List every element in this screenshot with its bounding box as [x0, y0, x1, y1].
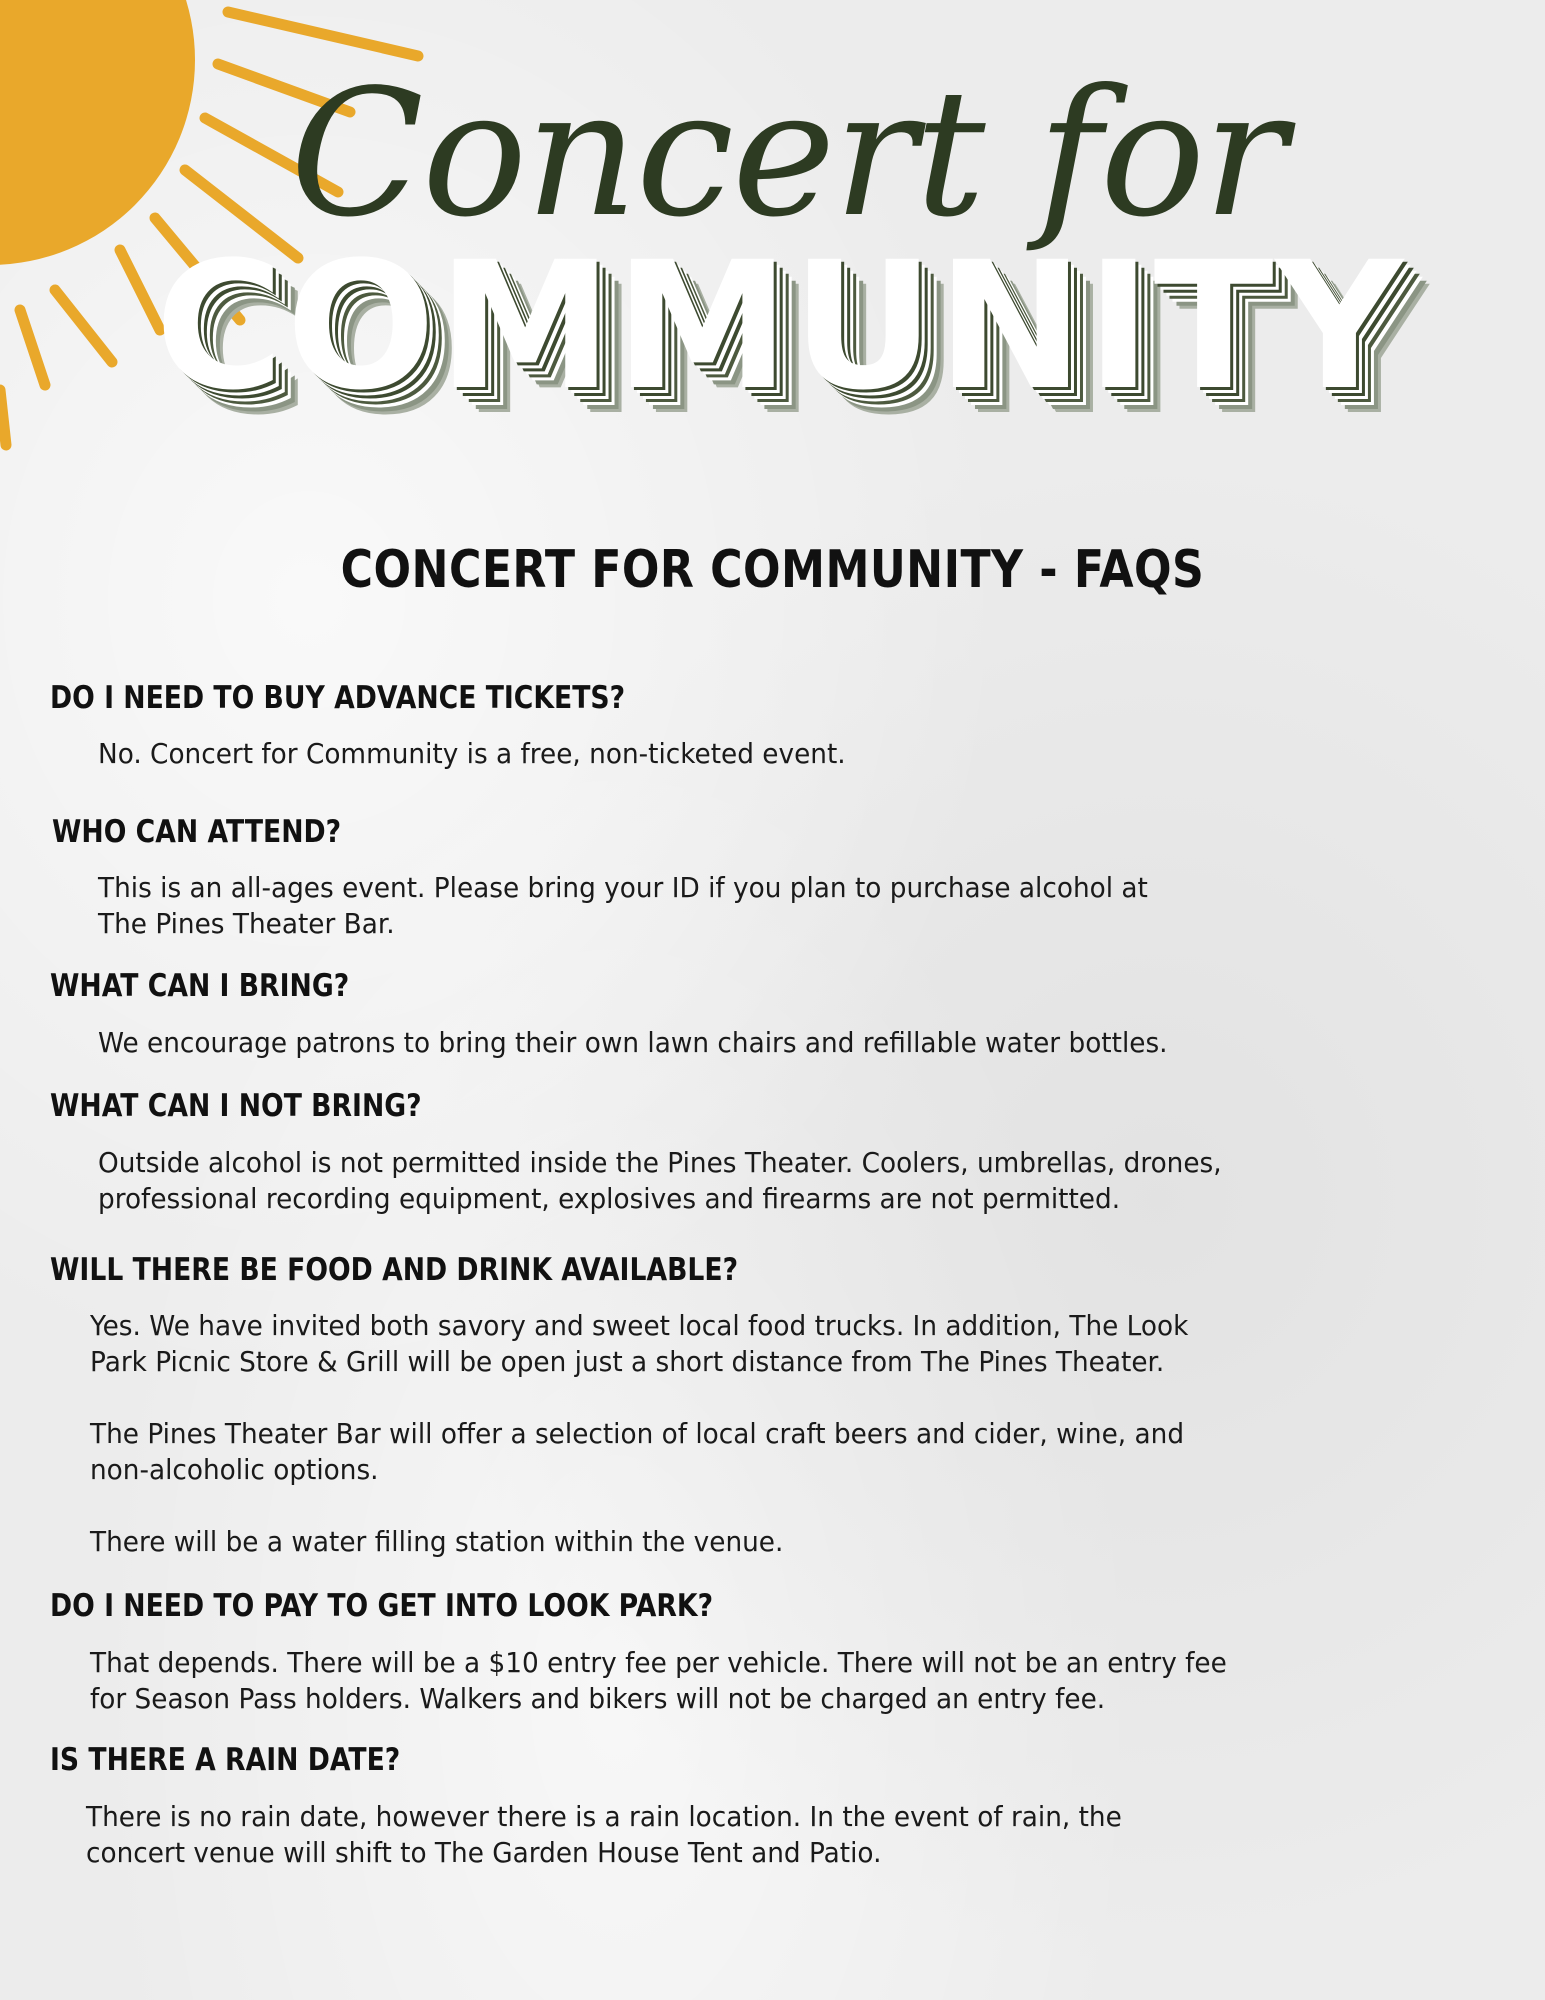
faq-question-look-park: DO I NEED TO PAY TO GET INTO LOOK PARK? [50, 1588, 714, 1624]
faq-answer-food: Yes. We have invited both savory and sweet local food trucks. In addition, The Look Park Picnic Store & Grill will be open just a short distance from The Pines Theater. [90, 1309, 1189, 1378]
faq-answer-not-bring: Outside alcohol is not permitted inside the Pines Theater. Coolers, umbrellas, drones, professional recording equipment, explosives and firearms are not permitted. [98, 1146, 1222, 1215]
faq-answer-bring: We encourage patrons to bring their own lawn chairs and refillable water bottles. [98, 1026, 1168, 1059]
faq-answer-tickets: No. Concert for Community is a free, non-ticketed event. [98, 737, 846, 770]
faq-answer-attend: This is an all-ages event. Please bring your ID if you plan to purchase alcohol at The Pines Theater Bar. [98, 871, 1148, 940]
faq-question-bring: WHAT CAN I BRING? [50, 968, 350, 1004]
faq-question-rain: IS THERE A RAIN DATE? [50, 1742, 401, 1778]
script-title: Concert for [290, 53, 1285, 256]
faq-question-not-bring: WHAT CAN I NOT BRING? [50, 1088, 422, 1124]
faq-answer-rain: There is no rain date, however there is a rain location. In the event of rain, the concert venue will shift to The Garden House Tent and Patio. [86, 1800, 1122, 1869]
faq-question-attend: WHO CAN ATTEND? [52, 814, 342, 850]
faq-answer-food-water: There will be a water filling station within the venue. [90, 1525, 784, 1558]
faq-question-tickets: DO I NEED TO BUY ADVANCE TICKETS? [50, 680, 626, 716]
faq-question-food: WILL THERE BE FOOD AND DRINK AVAILABLE? [50, 1252, 739, 1288]
community-title: COMMUNITY [154, 224, 1406, 429]
faq-answer-look-park: That depends. There will be a $10 entry fee per vehicle. There will not be an entry fee for Season Pass holders. Walkers and bikers will not be charged an entry fee. [90, 1646, 1227, 1715]
faq-heading: CONCERT FOR COMMUNITY - FAQS [340, 540, 1205, 600]
faq-answer-food-bar: The Pines Theater Bar will offer a selection of local craft beers and cider, wine, and non-alcoholic options. [90, 1417, 1185, 1486]
